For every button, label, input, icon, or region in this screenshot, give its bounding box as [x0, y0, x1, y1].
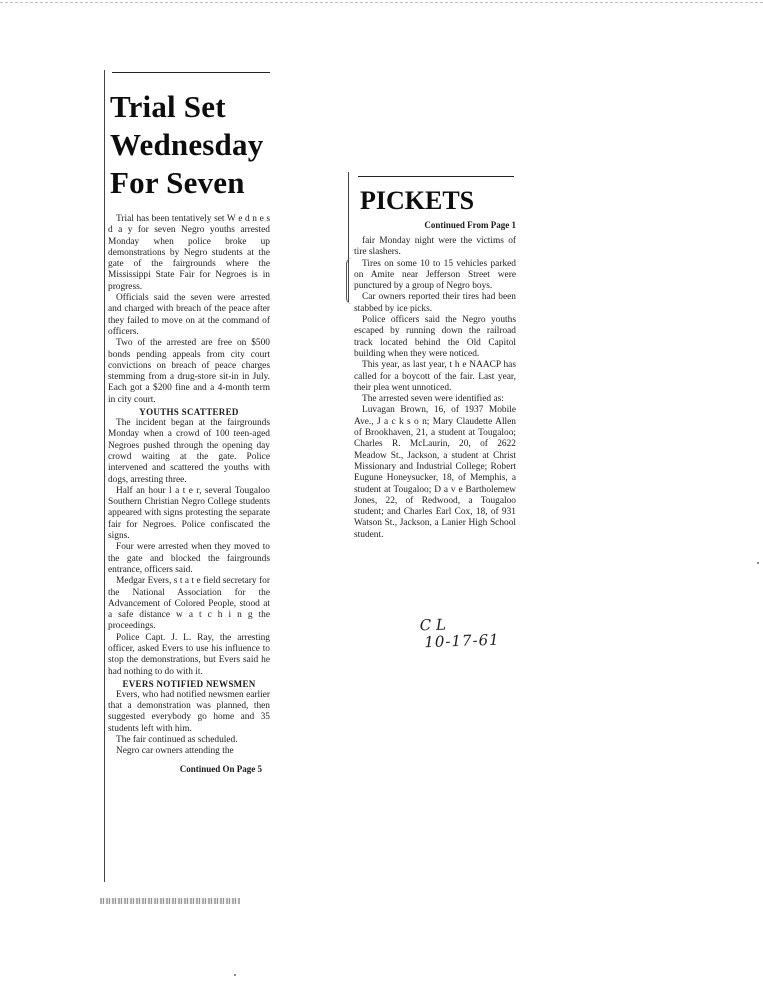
article-paragraph: Police Capt. J. L. Ray, the arresting officer, asked Evers to use his influence to stop the demonstrations, but Evers said he had nothing to do with it.	[108, 632, 270, 677]
headline-trial-set	[110, 88, 270, 202]
article-paragraph: The fair continued as scheduled.	[116, 735, 238, 746]
article-paragraph: Half an hour l a t e r, several Tougaloo Southern Christian Negro College students appeared with signs protesting the separate fair for Negroes. Police confiscated the signs.	[108, 485, 270, 542]
subhead-youths-scattered: YOUTHS SCATTERED	[139, 407, 239, 418]
article-paragraph: Tires on some 10 to 15 vehicles parked on Amite near Jefferson Street were punctured by a group of Negro boys.	[354, 258, 516, 292]
article-paragraph: The arrested seven were identified as:	[362, 394, 504, 405]
article-paragraph: Trial has been tentatively set W e d n e s d a y for seven Negro youths arrested Monday when police broke up demonstrations by Negro students at the gate of the fairgrounds where the Mississippi State Fair for Negroes is in progress.	[108, 214, 270, 292]
article-paragraph: Officials said the seven were arrested and charged with breach of the peace after they failed to move on at the command of officers.	[108, 293, 270, 337]
scan-speck	[234, 974, 236, 976]
continued-from-page: Continued From Page 1	[424, 220, 516, 230]
article-paragraph: Police officers said the Negro youths escaped by running down the railroad track located behind the Old Capitol building when they were noticed.	[354, 315, 516, 359]
top-scan-border	[0, 2, 763, 3]
headline-line: For Seven	[110, 165, 245, 200]
pickets-article	[354, 176, 516, 656]
handwritten-initials: C L	[419, 615, 447, 635]
article-paragraph: Luvagan Brown, 16, of 1937 Mobile Ave., J a c k s o n; Mary Claudette Allen of Brookhaven, 21, a student at Tougaloo; Charles R. McLaurin, 20, of 2622 Meadow St., Jackson, a student at Christ Missionary and Industrial College; Robert Eugune Honeysucker, 18, of Memphis, a student at Tougaloo; D a v e Bartholemew Jones, 22, of Redwood, a Tougaloo student; and Charles Earl Cox, 18, of 931 Watson St., Jackson, a Lanier High School student.	[354, 405, 516, 540]
handwritten-date-note	[419, 615, 500, 652]
trial-set-article	[108, 72, 270, 882]
article-paragraph: Two of the arrested are free on $500 bonds pending appeals from city court convictions on breach of peace charges stemming from a drug-store sit-in in July. Each got a $200 fine and a 4-month term in city court.	[108, 338, 270, 405]
scan-artifact-strip	[100, 898, 240, 904]
article-paragraph: Car owners reported their tires had been stabbed by ice picks.	[354, 292, 516, 314]
article-paragraph: This year, as last year, t h e NAACP has called for a boycott of the fair. Last year, their plea went unnoticed.	[354, 360, 516, 393]
subhead-evers-notified: EVERS NOTIFIED NEWSMEN	[122, 678, 256, 689]
headline-line: Wednesday	[110, 127, 264, 162]
left-column-margin-line	[104, 70, 105, 882]
handwritten-date: 10-17-61	[423, 630, 500, 652]
scan-speck	[757, 562, 759, 564]
article-paragraph: Negro car owners attending the	[116, 746, 234, 757]
continued-on-page: Continued On Page 5	[179, 763, 262, 774]
article-paragraph: Four were arrested when they moved to the gate and blocked the fairgrounds entrance, officers said.	[108, 542, 270, 575]
article-paragraph: Medgar Evers, s t a t e field secretary for the National Association for the Advancement of Colored People, stood at a safe distance w a t c h i n g the proceedings.	[108, 576, 270, 632]
headline-pickets: PICKETS	[360, 186, 475, 215]
article-paragraph: The incident began at the fairgrounds Monday when a crowd of 100 teen-aged Negroes pushed through the opening day crowd waiting at the gate. Police intervened and scattered the youths with dogs, arresting three.	[108, 418, 270, 485]
article-paragraph: Evers, who had notified newsmen earlier that a demonstration was planned, then suggested everybody go home and 35 students left with him.	[108, 689, 270, 734]
article-paragraph: fair Monday night were the victims of tire slashers.	[354, 236, 516, 258]
headline-line: Trial Set	[110, 89, 226, 124]
